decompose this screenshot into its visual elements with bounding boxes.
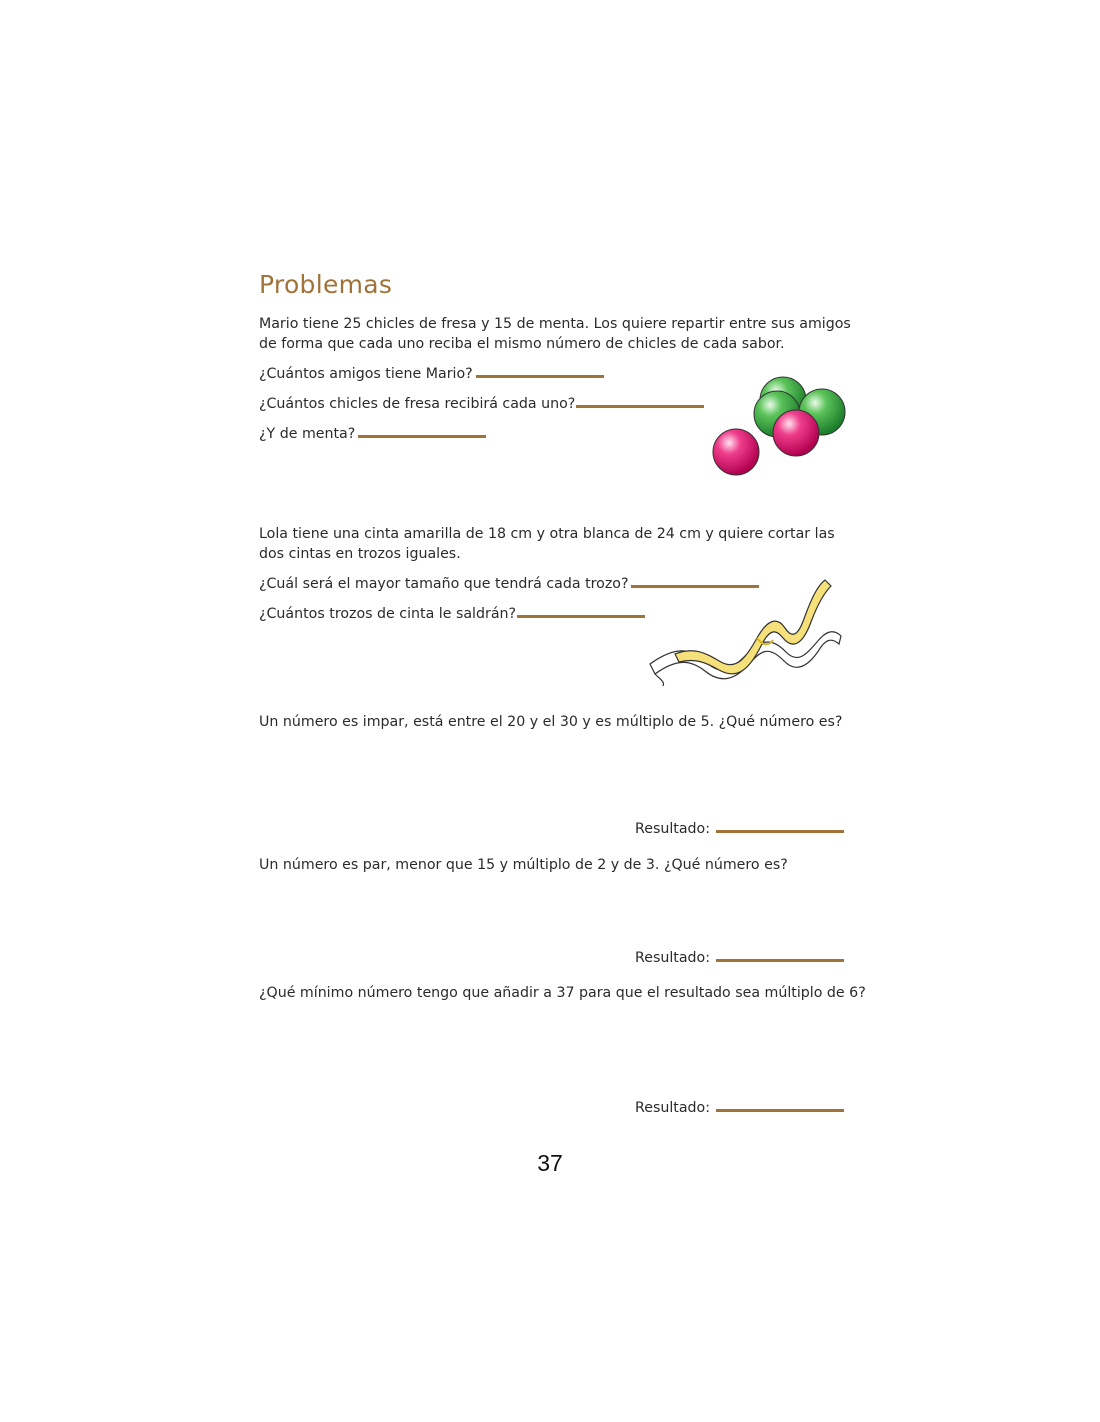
strawberry-gum-ball (713, 429, 759, 475)
problem-2-question-2 (259, 604, 645, 624)
result-blank[interactable] (716, 1109, 844, 1112)
question-label: ¿Cuántos trozos de cinta le saldrán? (259, 606, 517, 622)
result-label: Resultado: (635, 1100, 710, 1116)
problem-4-text: Un número es par, menor que 15 y múltiplo de 2 y de 3. ¿Qué número es? (259, 857, 788, 873)
problem-3-text: Un número es impar, está entre el 20 y el 30 y es múltiplo de 5. ¿Qué número es? (259, 714, 843, 730)
question-label: ¿Y de menta? (259, 426, 356, 442)
result-blank[interactable] (716, 959, 844, 962)
answer-blank[interactable] (476, 375, 604, 378)
problem-2-text: Lola tiene una cinta amarilla de 18 cm y otra blanca de 24 cm y quiere cortar las dos cintas en trozos iguales. (259, 526, 835, 562)
problem-1-text: Mario tiene 25 chicles de fresa y 15 de menta. Los quiere repartir entre sus amigos de forma que cada uno reciba el mismo número de chicles de cada sabor. (259, 316, 851, 352)
problem-1-question-3 (259, 424, 486, 444)
result-label: Resultado: (635, 821, 710, 837)
question-label: ¿Cuántos chicles de fresa recibirá cada uno? (259, 396, 576, 412)
result-blank[interactable] (716, 830, 844, 833)
question-label: ¿Cuál será el mayor tamaño que tendrá cada trozo? (259, 576, 629, 592)
strawberry-gum-ball (773, 410, 819, 456)
result-label: Resultado: (635, 950, 710, 966)
page-title: Problemas (259, 270, 393, 299)
answer-blank[interactable] (517, 615, 645, 618)
answer-blank[interactable] (576, 405, 704, 408)
problem-4-result (635, 948, 844, 968)
problem-1-question-2 (259, 394, 704, 414)
question-label: ¿Cuántos amigos tiene Mario? (259, 366, 473, 382)
answer-blank[interactable] (358, 435, 486, 438)
gum-balls-illustration (705, 370, 855, 480)
ribbons-illustration (645, 576, 850, 686)
problem-5-text: ¿Qué mínimo número tengo que añadir a 37 para que el resultado sea múltiplo de 6? (259, 985, 866, 1001)
page-number: 37 (537, 1150, 563, 1176)
problem-3-result (635, 819, 844, 839)
problem-5-result (635, 1098, 844, 1118)
problem-1-question-1 (259, 364, 604, 384)
